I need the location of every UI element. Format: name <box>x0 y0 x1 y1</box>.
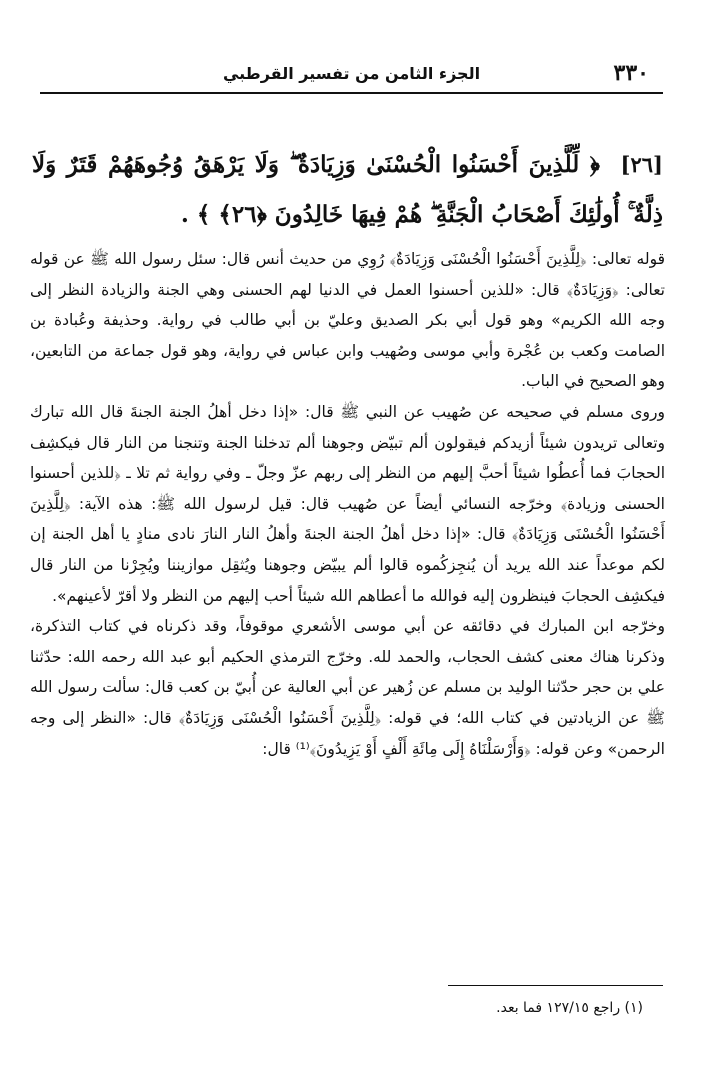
commentary-paragraph: وروى مسلم في صحيحه عن صُهيب عن النبي ﷺ قال: «إذا دخل أهلُ الجنة الجنةَ قال الله تبارك وتعالى تريدون شيئاً أزيدكم فيقولون ألم تبيّض وجوهنا ألم تدخلنا الجنة وتنجنا من النار قال فيكشِف الحجابَ فما أُعطُوا شيئاً أحبَّ إليهم من النظر إلى ربهم عزّ وجلّ ـ وفي رواية ثم تلا ـ ﴿للذين أحسنوا الحسنى وزيادة﴾ وخرّجه النسائي أيضاً عن صُهيب قال: قيل لرسول الله ﷺ: هذه الآية: ﴿لِلَّذِينَ أَحْسَنُوا الْحُسْنَى وَزِيَادَةٌ﴾ قال: «إذا دخل أهلُ الجنة الجنةَ وأهلُ النار النارَ نادى منادٍ يا أهل الجنة إن لكم موعداً عند الله يريد أن يُنجِزكُموه قالوا ألم يبيّض وجوهنا ويُثقِل موازيننا ويُجِرْنا من النار قال فيكشِف الحجابَ فينظرون إليه فوالله ما أعطاهم الله شيئاً أحب إليهم من النظر ولا أقرّ لأعينهم». <box>30 402 665 605</box>
commentary-paragraph: وخرّجه ابن المبارك في دقائقه عن أبي موسى الأشعري موقوفاً، وقد ذكرناه في كتاب التذكرة، وذكرنا هناك معنى كشف الحجاب، والحمد لله. وخرّج الترمذي الحكيم أبو عبد الله رحمه الله: حدّثنا علي بن حجر حدّثنا الوليد بن مسلم عن زُهير عن أبي العالية عن أُبيّ بن كعب قال: سألت رسول الله ﷺ عن الزيادتين في كتاب الله؛ في قوله: ﴿لِلَّذِينَ أَحْسَنُوا الْحُسْنَى وَزِيَادَةٌ﴾ قال: «النظر إلى وجه الرحمن» وعن قوله: ﴿وَأَرْسَلْنَاهُ إِلَى مِائَةِ أَلْفٍ أَوْ يَزِيدُونَ﴾⁽¹⁾ قال: <box>30 617 665 758</box>
footnote: (١) راجع ١٢٧/١٥ فما بعد. <box>496 1000 643 1016</box>
commentary-text <box>30 244 665 764</box>
verse-text: ﴿ لِّلَّذِينَ أَحْسَنُوا الْحُسْنَىٰ وَزِيَادَةٌ ۖ وَلَا يَرْهَقُ وُجُوهَهُمْ قَتَرٌ وَلَا ذِلَّةٌ ۚ أُولَٰئِكَ أَصْحَابُ الْجَنَّةِ ۖ هُمْ فِيهَا خَالِدُونَ ﴿٢٦﴾ ﴾ . <box>32 151 663 228</box>
footnote-divider <box>448 985 663 986</box>
commentary-paragraph: قوله تعالى: ﴿لِلَّذِينَ أَحْسَنُوا الْحُسْنَى وَزِيَادَةٌ﴾ رُوِي من حديث أنس قال: سئل رسول الله ﷺ عن قوله تعالى: ﴿وَزِيَادَةٌ﴾ قال: «للذين أحسنوا العمل في الدنيا لهم الحسنى وهي الجنة والزيادة النظر إلى وجه الله الكريم» وهو قول أبي بكر الصديق وعليّ بن أبي طالب في رواية. وحذيفة وعُبادة بن الصامت وكعب بن عُجْرة وأبي موسى وصُهيب وابن عباس في رواية، وهو قول جماعة من التابعين، وهو الصحيح في الباب. <box>30 250 665 391</box>
quran-verse <box>32 140 663 240</box>
verse-number: [٢٦] <box>620 152 663 177</box>
page-header <box>40 58 663 94</box>
page-number: ٣٣٠ <box>613 60 649 86</box>
running-title: الجزء الثامن من تفسير القرطبي <box>222 64 481 83</box>
